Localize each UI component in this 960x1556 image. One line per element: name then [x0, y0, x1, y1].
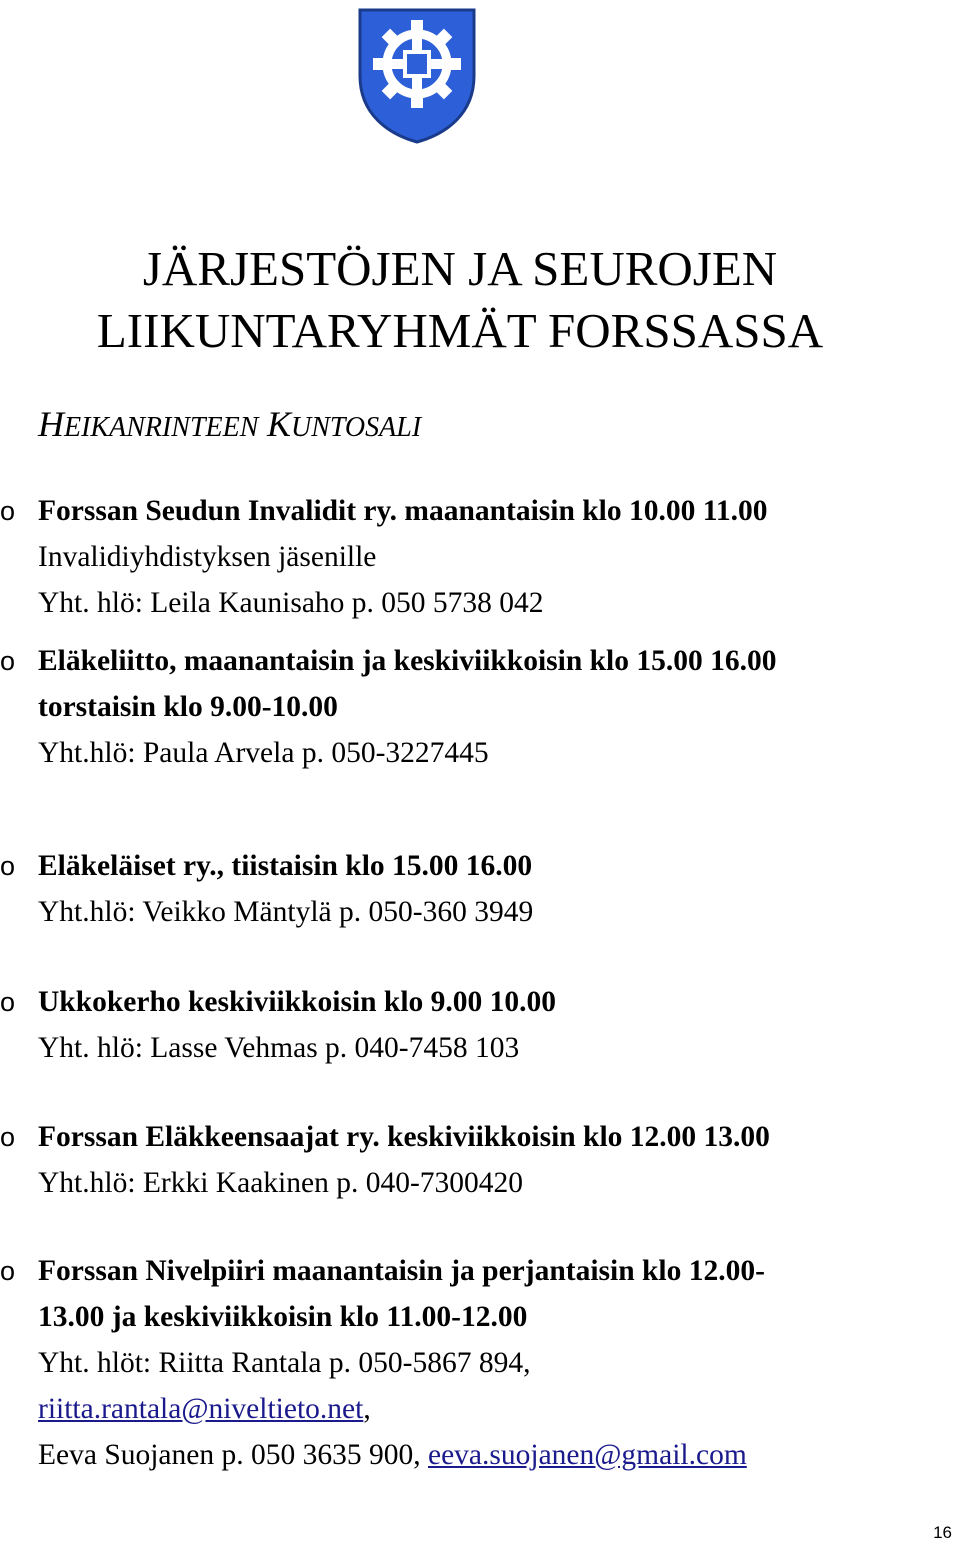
entry-organization: Ukkokerho keskiviikkoisin klo 9.00 10.00	[38, 986, 557, 1018]
list-item	[0, 979, 940, 1071]
entry-detail: torstaisin klo 9.00-10.00	[38, 691, 338, 723]
entry-contact: Yht. hlö: Leila Kaunisaho p. 050 5738 042	[38, 587, 544, 619]
coat-of-arms-icon	[356, 6, 478, 146]
entry-email-line	[38, 1386, 940, 1432]
heading-initial-1: H	[38, 404, 64, 444]
heading-rest-1: EIKANRINTEEN	[64, 412, 259, 443]
bullet-icon: o	[0, 1122, 16, 1152]
list-item	[0, 488, 940, 626]
entry-organization: Forssan Nivelpiiri maanantaisin ja perjantaisin klo 12.00-	[38, 1255, 765, 1287]
email-link-eeva[interactable]: eeva.suojanen@gmail.com	[428, 1439, 747, 1471]
bullet-icon: o	[0, 496, 16, 526]
heading-initial-2: K	[266, 404, 291, 444]
page-number: 16	[933, 1523, 952, 1542]
entry-contact: Yht. hlö: Lasse Vehmas p. 040-7458 103	[38, 1032, 520, 1064]
bullet-icon: o	[0, 987, 16, 1017]
entry-organization: Eläkeliitto, maanantaisin ja keskiviikkoisin klo 15.00 16.00	[38, 645, 777, 677]
email-link-riitta[interactable]: riitta.rantala@niveltieto.net	[38, 1393, 364, 1425]
entry-contact-2	[38, 1432, 940, 1478]
entry-schedule: 13.00 ja keskiviikkoisin klo 11.00-12.00	[38, 1301, 528, 1333]
bullet-icon: o	[0, 851, 16, 881]
entry-contact: Yht.hlö: Veikko Mäntylä p. 050-360 3949	[38, 896, 534, 928]
email-separator: ,	[363, 1393, 371, 1425]
bullet-icon: o	[0, 1256, 16, 1286]
entry-contact: Yht.hlö: Erkki Kaakinen p. 040-7300420	[38, 1167, 524, 1199]
list-item	[0, 1114, 940, 1206]
entry-organization: Forssan Eläkkeensaajat ry. keskiviikkoisin klo 12.00 13.00	[38, 1121, 770, 1153]
bullet-icon: o	[0, 646, 16, 676]
title-line-1: JÄRJESTÖJEN JA SEUROJEN	[142, 241, 778, 296]
list-item	[0, 1248, 940, 1478]
entry-organization: Forssan Seudun Invalidit ry. maanantaisin klo 10.00 11.00	[38, 495, 768, 527]
page-title	[0, 238, 920, 362]
entry-organization: Eläkeläiset ry., tiistaisin klo 15.00 16.00	[38, 850, 533, 882]
entry-detail: Invalidiyhdistyksen jäsenille	[38, 541, 377, 573]
section-heading	[38, 402, 421, 450]
list-item	[0, 843, 940, 935]
heading-rest-2: UNTOSALI	[290, 412, 422, 443]
title-line-2: LIIKUNTARYHMÄT FORSSASSA	[96, 303, 824, 358]
contact-eeva: Eeva Suojanen p. 050 3635 900,	[38, 1439, 428, 1471]
entry-contact: Yht.hlö: Paula Arvela p. 050-3227445	[38, 737, 489, 769]
entry-contact: Yht. hlöt: Riitta Rantala p. 050-5867 894,	[38, 1347, 531, 1379]
list-item	[0, 638, 940, 776]
